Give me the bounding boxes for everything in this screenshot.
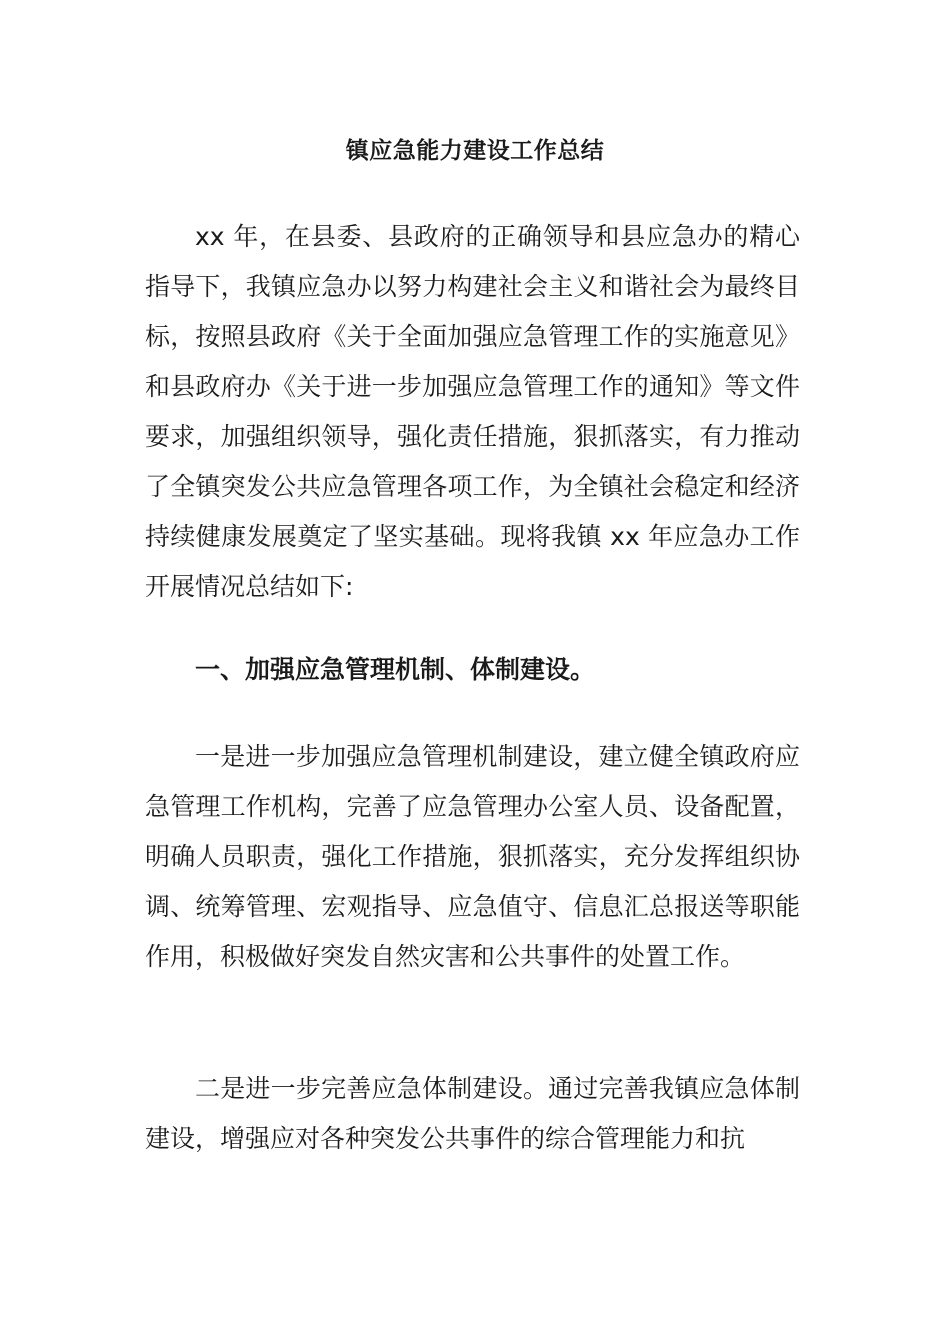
intro-paragraph: xx 年，在县委、县政府的正确领导和县应急办的精心指导下，我镇应急办以努力构建社会主义和谐社会为最终目标，按照县政府《关于全面加强应急管理工作的实施意见》和县政府办《关于进一步加强应急管理工作的通知》等文件要求，加强组织领导，强化责任措施，狠抓落实，有力推动了全镇突发公共应急管理各项工作，为全镇社会稳定和经济持续健康发展奠定了坚实基础。现将我镇 xx 年应急办工作开展情况总结如下: — [145, 222, 800, 601]
section-1-paragraph-1: 一是进一步加强应急管理机制建设，建立健全镇政府应急管理工作机构，完善了应急管理办公室人员、设备配置，明确人员职责，强化工作措施，狠抓落实，充分发挥组织协调、统筹管理、宏观指导、应急值守、信息汇总报送等职能作用，积极做好突发自然灾害和公共事件的处置工作。 — [145, 742, 800, 971]
section-1-paragraph-2: 二是进一步完善应急体制建设。通过完善我镇应急体制建设，增强应对各种突发公共事件的综合管理能力和抗 — [145, 1074, 800, 1153]
document-title: 镇应急能力建设工作总结 — [345, 138, 605, 164]
section-heading-1: 一、加强应急管理机制、体制建设。 — [195, 655, 596, 684]
